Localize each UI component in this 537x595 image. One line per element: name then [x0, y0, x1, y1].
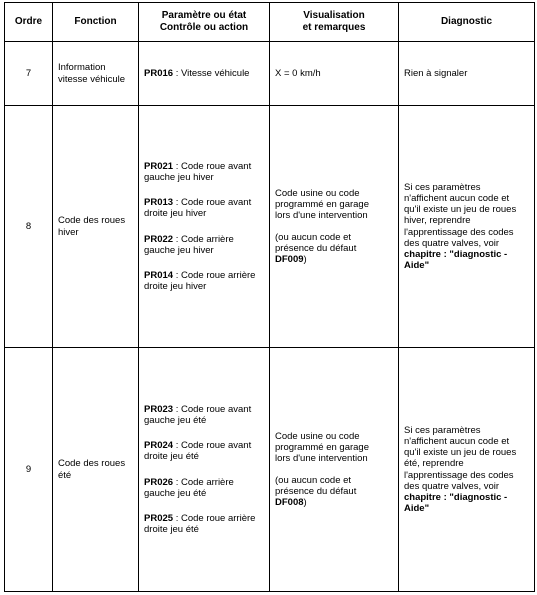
visu-line: (ou aucun code et [275, 231, 352, 243]
param-item [144, 440, 264, 462]
diagnostic-cell [399, 106, 535, 348]
param-code: PR014 [144, 269, 174, 281]
header-parametre-line1: Paramètre ou état [161, 10, 247, 22]
visualisation-cell [270, 348, 399, 592]
table-row-8 [5, 106, 535, 348]
param-text: : Code roue arrière [173, 512, 256, 524]
param-item [144, 513, 264, 535]
param-text: : Code roue avant [173, 197, 252, 209]
diag-line [404, 249, 529, 260]
param-text: gauche jeu hiver [144, 244, 214, 256]
param-code: PR023 [144, 403, 174, 415]
diag-line: des quatre valves, voir [404, 480, 500, 492]
visu-line [275, 254, 393, 265]
visu-text: ) [303, 253, 307, 265]
param-text: : Code roue avant [173, 160, 252, 172]
parametre-cell [139, 42, 270, 106]
header-visu-line2: et remarques [302, 22, 366, 33]
fonction-line: Code des roues [58, 215, 126, 227]
diagnostic-table [4, 2, 535, 592]
visu-line: programmé en garage [275, 199, 369, 211]
param-code: PR024 [144, 440, 174, 452]
diag-line: qu'il existe un jeu de roues [404, 204, 517, 216]
visu-text: ) [303, 496, 307, 508]
diagnostic-cell: Rien à signaler [399, 42, 535, 106]
param-text: droite jeu été [144, 524, 199, 536]
visu-line: Code usine ou code [275, 187, 360, 199]
visu-line: lors d'une intervention [275, 210, 368, 222]
ordre-cell: 8 [5, 106, 53, 348]
diag-line: Si ces paramètres [404, 181, 481, 193]
param-item [144, 477, 264, 499]
fonction-line: Information [58, 62, 106, 74]
fonction-cell [53, 42, 139, 106]
fonction-line: hiver [58, 226, 79, 238]
parametre-cell [139, 106, 270, 348]
param-item [144, 234, 264, 256]
diag-line: l'apprentissage des codes [404, 226, 514, 238]
diag-line [404, 503, 529, 514]
param-text: gauche jeu été [144, 414, 207, 426]
parametre-cell [139, 348, 270, 592]
visu-line [275, 497, 393, 508]
header-parametre [139, 3, 270, 42]
header-fonction: Fonction [53, 3, 139, 42]
param-text: : Code arrière [173, 476, 234, 488]
chapter-reference: chapitre : "diagnostic - [404, 491, 508, 503]
fonction-line: vitesse véhicule [58, 73, 126, 85]
fonction-cell [53, 348, 139, 592]
param-item [144, 197, 264, 219]
fonction-cell [53, 106, 139, 348]
diag-line [404, 260, 529, 271]
visu-line: présence du défaut [275, 242, 357, 254]
fonction-line: Code des roues [58, 458, 126, 470]
header-diagnostic: Diagnostic [399, 3, 535, 42]
visu-line: Code usine ou code [275, 430, 360, 442]
fonction-line: été [58, 469, 72, 481]
param-code: PR025 [144, 512, 174, 524]
ordre-cell: 9 [5, 348, 53, 592]
header-visualisation [270, 3, 399, 42]
param-text: gauche jeu hiver [144, 171, 214, 183]
param-text: : Code roue avant [173, 403, 252, 415]
param-text: : Code arrière [173, 233, 234, 245]
diag-line: qu'il existe un jeu de roues [404, 447, 517, 459]
param-text: droite jeu hiver [144, 281, 207, 293]
diag-line: n'affichent aucun code et [404, 192, 510, 204]
chapter-reference: Aide" [404, 503, 430, 515]
param-item [144, 161, 264, 183]
visualisation-cell [270, 106, 399, 348]
param-item [144, 270, 264, 292]
header-ordre: Ordre [5, 3, 53, 42]
diag-line: n'affichent aucun code et [404, 435, 510, 447]
visu-line: programmé en garage [275, 442, 369, 454]
param-item [144, 404, 264, 426]
visu-line: présence du défaut [275, 485, 357, 497]
defect-code: DF008 [275, 496, 304, 508]
diagnostic-cell [399, 348, 535, 592]
table-row-9 [5, 348, 535, 592]
param-text: : Code roue arrière [173, 269, 256, 281]
param-code: PR016 [144, 67, 174, 79]
table-row-7 [5, 42, 535, 106]
defect-code: DF009 [275, 253, 304, 265]
param-text: droite jeu hiver [144, 208, 207, 220]
diag-line: Si ces paramètres [404, 424, 481, 436]
param-text: : Vitesse véhicule [173, 67, 250, 79]
param-code: PR013 [144, 197, 174, 209]
param-text: gauche jeu été [144, 487, 207, 499]
visualisation-cell: X = 0 km/h [270, 42, 399, 106]
ordre-cell: 7 [5, 42, 53, 106]
visu-line: (ou aucun code et [275, 474, 352, 486]
header-parametre-line2: Contrôle ou action [159, 22, 249, 33]
param-code: PR021 [144, 160, 174, 172]
header-row [5, 3, 535, 42]
chapter-reference: Aide" [404, 260, 430, 272]
diag-line [404, 492, 529, 503]
diag-line: l'apprentissage des codes [404, 469, 514, 481]
header-visu-line1: Visualisation [303, 10, 365, 22]
diag-line: été, reprendre [404, 458, 464, 470]
param-code: PR026 [144, 476, 174, 488]
param-text: droite jeu été [144, 451, 199, 463]
diag-line: hiver, reprendre [404, 215, 471, 227]
chapter-reference: chapitre : "diagnostic - [404, 248, 508, 260]
visu-line: lors d'une intervention [275, 453, 368, 465]
param-text: : Code roue avant [173, 440, 252, 452]
diag-line: des quatre valves, voir [404, 237, 500, 249]
param-code: PR022 [144, 233, 174, 245]
